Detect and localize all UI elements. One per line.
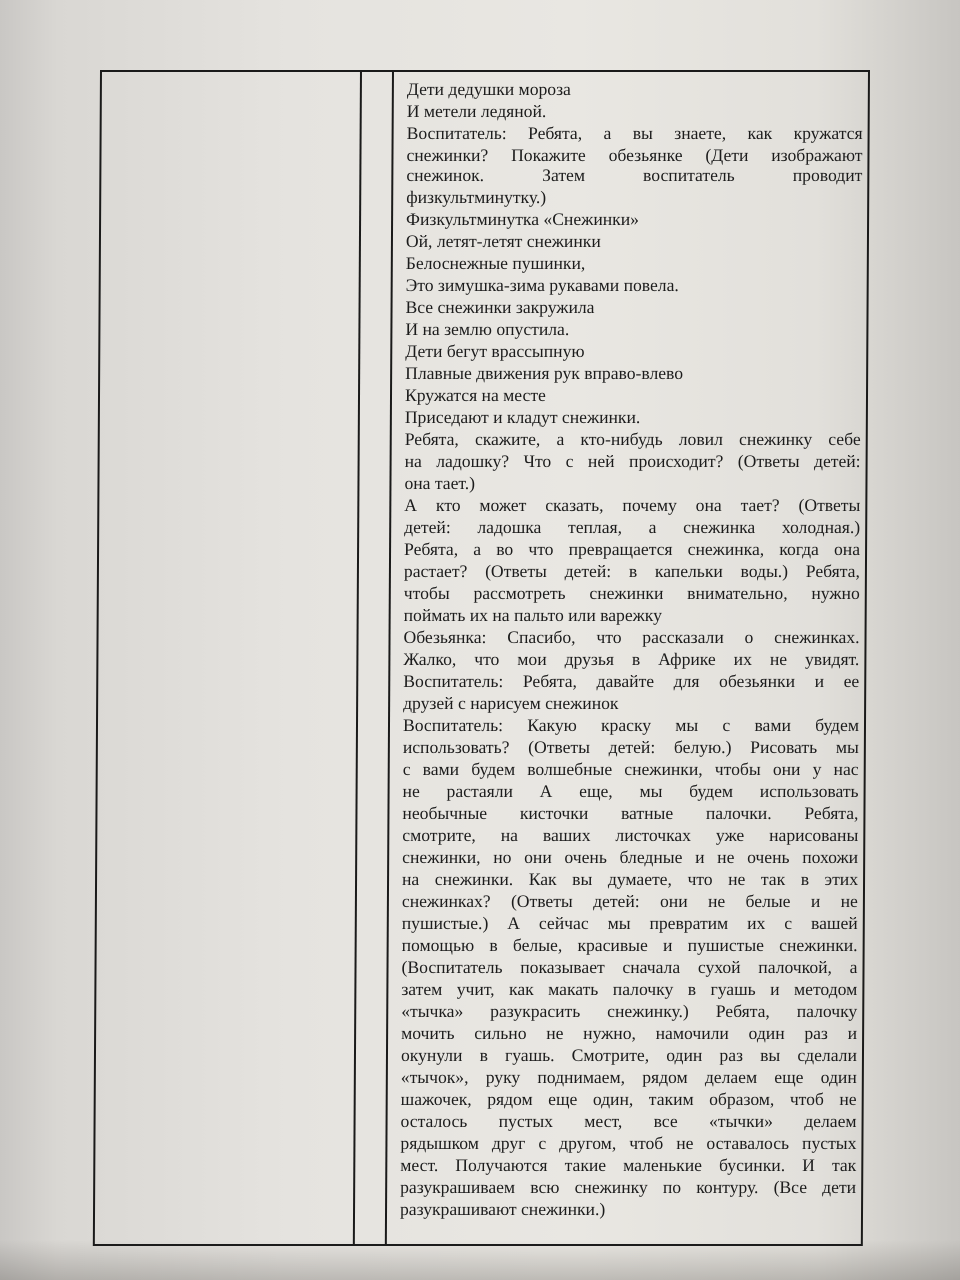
text-line: Кружатся на месте [404,385,546,405]
text-line: «тычок», руку поднимаем, рядом делаем еще один [400,1067,857,1087]
text-line: Жалко, что мои друзья в Африке их не увидят. [403,649,860,669]
text-line: Воспитатель: Какую краску мы с вами будем [402,715,860,735]
text-line: рядышком друг с другом, чтоб не оставалось пустых [400,1133,857,1153]
text-line: друзей с нарисуем снежинок [403,693,619,713]
text-line: снежинок. Затем воспитатель проводит [406,165,863,185]
text-line: Ребята, а во что превращается снежинка, когда она [404,539,861,559]
text-line: Обезьянка: Спасибо, что рассказали о снежинках. [403,627,860,647]
text-line: детей: ладошка теплая, а снежинка холодная.) [404,517,861,537]
text-line: физкультминутку.) [406,187,547,207]
text-line: «тычка» разукрасить снежинку.) Ребята, палочку [401,1001,858,1021]
text-line: на ладошку? Что с ней происходит? (Ответы детей: [404,451,861,471]
text-line: смотрите, на ваших листочках уже нарисованы [402,825,859,845]
text-line: Ой, летят-летят снежинки [405,231,601,251]
text-line: Это зимушка-зима рукавами повела. [405,275,679,295]
text-line: с вами будем волшебные снежинки, чтобы они у нас [402,759,859,779]
text-line: Белоснежные пушинки, [405,253,586,273]
text-line: (Воспитатель показывает сначала сухой палочкой, а [401,957,858,977]
text-line: разукрашивают снежинки.) [399,1199,606,1219]
text-line: она тает.) [404,473,476,493]
text-line: разукрашиваем всю снежинку по контуру. (Все дети [400,1177,857,1197]
text-line: не растаяли А еще, мы будем использовать [402,781,859,801]
text-line: Ребята, скажите, а кто-нибудь ловил снежинку себе [404,429,861,449]
page-shadow [0,1240,960,1280]
text-line: мест. Получаются такие маленькие бусинки. И так [400,1155,857,1175]
text-line: И метели ледяной. [406,101,547,121]
text-line: снежинки, но они очень бледные и не очень похожи [402,847,859,867]
text-line: шажочек, рядом еще один, таким образом, чтоб не [400,1089,857,1109]
lesson-table [93,70,870,1246]
text-line: Все снежинки закружила [405,297,595,317]
text-line: использовать? (Ответы детей: белую.) Рисовать мы [402,737,859,757]
text-line: Приседают и кладут снежинки. [404,407,641,427]
text-line: растает? (Ответы детей: в капельки воды.) Ребята, [403,561,860,581]
column-divider-2 [385,72,394,1244]
text-line: окунули в гуашь. Смотрите, один раз вы сделали [400,1045,857,1065]
text-line: А кто может сказать, почему она тает? (Ответы [404,495,861,515]
text-line: Воспитатель: Ребята, а вы знаете, как кружатся [406,123,863,143]
text-line: И на землю опустила. [405,319,570,339]
lesson-text-cell [400,78,863,1244]
text-line: осталось пустых мест, все «тычки» делаем [400,1111,857,1131]
text-line: чтобы рассмотреть снежинки внимательно, нужно [403,583,860,603]
text-line: Дети дедушки мороза [406,79,571,99]
text-line: снежинки? Покажите обезьянке (Дети изображают [406,145,863,165]
text-line: необычные кисточки ватные палочки. Ребята, [402,803,859,823]
text-line: Физкультминутка «Снежинки» [406,209,640,229]
text-line: помощью в белые, красивые и пушистые снежинки. [401,935,858,955]
text-line: Плавные движения рук вправо-влево [405,363,684,383]
text-line: Воспитатель: Ребята, давайте для обезьянки и ее [403,671,860,691]
column-divider-1 [353,72,362,1244]
text-line: пушистые.) А сейчас мы превратим их с вашей [401,913,858,933]
text-line: поймать их на пальто или варежку [403,605,662,625]
text-line: на снежинки. Как вы думаете, что не так в этих [401,869,859,889]
text-line: затем учит, как макать палочку в гуашь и методом [401,979,858,999]
text-line: мочить сильно не нужно, намочили один раз и [401,1023,858,1043]
text-line: Дети бегут врассыпную [405,341,585,361]
text-line: снежинках? (Ответы детей: они не белые и не [401,891,858,911]
